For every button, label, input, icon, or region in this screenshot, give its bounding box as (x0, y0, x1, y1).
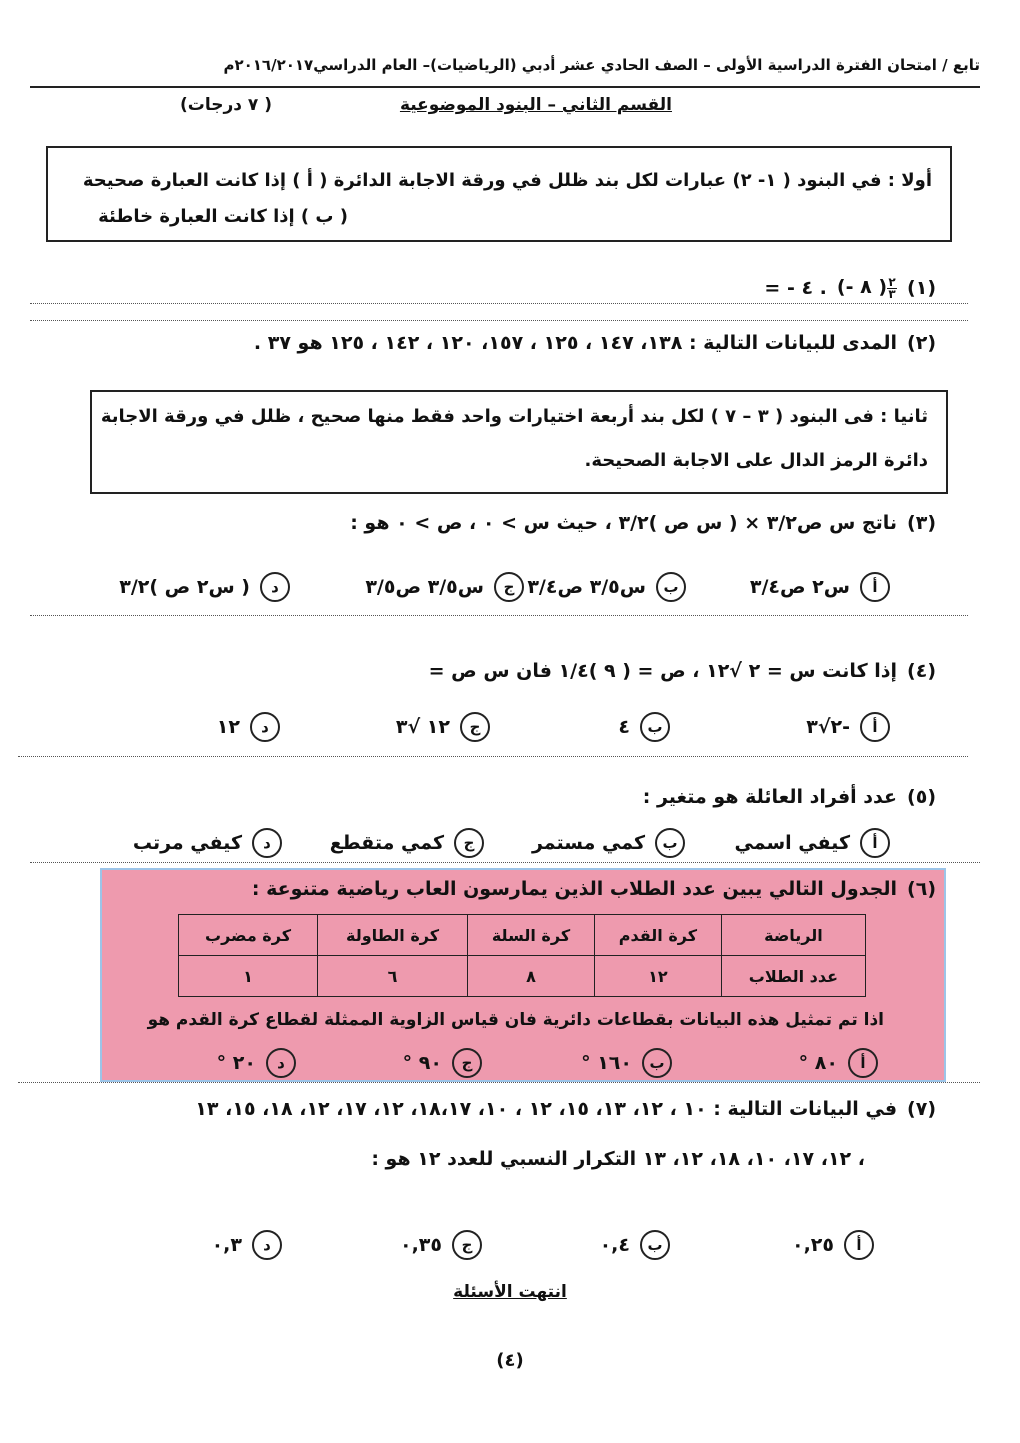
option-d[interactable] (212, 1230, 282, 1260)
option-b[interactable] (532, 828, 685, 858)
question-number: (٥) (907, 786, 936, 808)
option-a[interactable] (792, 1230, 874, 1260)
exp-numerator: ٢ (888, 274, 896, 289)
question-1-tail: = - ٤ . (764, 276, 827, 299)
option-text: كيفي اسمي (734, 832, 850, 854)
option-a[interactable] (806, 712, 890, 742)
option-text: ٤ (618, 716, 630, 738)
option-text: ٩٠ ° (402, 1052, 442, 1074)
option-letter-circle: أ (860, 712, 890, 742)
question-7 (195, 1098, 936, 1120)
divider (30, 862, 980, 863)
exponent-fraction (887, 274, 897, 301)
question-6 (252, 878, 936, 900)
option-letter-circle: ج (454, 828, 484, 858)
option-text: ٠,٣ (211, 1234, 242, 1256)
table-header: كرة مضرب (179, 915, 318, 956)
question-7-text-2: ، ١٢، ١٧، ١٠، ١٨، ١٢، ١٣ التكرار النسبي للعدد ١٢ هو : (371, 1148, 865, 1170)
option-c[interactable] (403, 1048, 482, 1078)
option-c[interactable] (400, 1230, 482, 1260)
table-header: كرة الطاولة (318, 915, 468, 956)
option-a[interactable] (799, 1048, 878, 1078)
question-3 (350, 512, 936, 534)
question-number: (٣) (907, 512, 936, 534)
option-letter-circle: أ (860, 572, 890, 602)
option-letter-circle: ج (452, 1048, 482, 1078)
base: (- ٨ ) (836, 276, 888, 298)
option-text: ٢٠ ° (216, 1052, 256, 1074)
table-cell: ١ (179, 956, 318, 997)
question-6-text-2: اذا تم تمثيل هذه البيانات بقطاعات دائرية فان قياس الزاوية الممثلة لقطاع كرة القدم هو (147, 1010, 884, 1030)
option-text: س٢ ص٣/٤ (749, 576, 850, 598)
end-label: انتهت الأسئلة (453, 1282, 567, 1302)
option-text: س٣/٥ ص٣/٥ (365, 576, 484, 598)
option-d[interactable] (119, 572, 290, 602)
option-letter-circle: ب (655, 828, 685, 858)
sports-table (178, 914, 866, 997)
option-text: ( س٢ ص )٣/٢ (119, 576, 250, 598)
question-text: ناتج س ص٣/٢ × ( س ص )٣/٢ ، حيث س > ٠ ، ص > ٠ هو : (350, 512, 898, 534)
exp-denominator: ٣ (888, 286, 896, 301)
option-letter-circle: ج (460, 712, 490, 742)
option-letter-circle: أ (844, 1230, 874, 1260)
option-text: س٣/٥ ص٣/٤ (527, 576, 646, 598)
option-d[interactable] (217, 712, 280, 742)
option-d[interactable] (217, 1048, 296, 1078)
option-letter-circle: ب (642, 1048, 672, 1078)
option-letter-circle: ج (494, 572, 524, 602)
instructions-2-line-2: دائرة الرمز الدال على الاجابة الصحيحة. (584, 450, 928, 471)
option-text: -٢√٣ (806, 716, 850, 738)
question-5 (643, 786, 936, 808)
divider (30, 615, 968, 616)
option-text: ٠,٢٥ (791, 1234, 834, 1256)
instructions-box-1 (46, 146, 952, 242)
question-1-expression (837, 276, 897, 300)
option-letter-circle: د (250, 712, 280, 742)
question-4 (429, 660, 936, 682)
question-text: المدى للبيانات التالية : ١٣٨، ١٤٧ ، ١٢٥ ، ١٥٧، ١٢٠ ، ١٤٢ ، ١٢٥ هو ٣٧ . (253, 332, 898, 354)
option-b[interactable] (600, 1230, 670, 1260)
divider (30, 303, 968, 304)
option-text: ١٦٠ ° (581, 1052, 632, 1074)
question-text: الجدول التالي يبين عدد الطلاب الذين يمارسون العاب رياضية متنوعة : (251, 878, 898, 900)
instructions-1-line-1: أولا : في البنود ( ١- ٢) عبارات لكل بند ظلل في ورقة الاجابة الدائرة ( أ ) إذا كانت العبارة صحيحة (82, 170, 932, 191)
option-letter-circle: أ (848, 1048, 878, 1078)
table-row (179, 956, 866, 997)
option-letter-circle: د (266, 1048, 296, 1078)
table-cell: ٦ (318, 956, 468, 997)
option-letter-circle: أ (860, 828, 890, 858)
option-a[interactable] (735, 828, 890, 858)
option-letter-circle: ب (656, 572, 686, 602)
option-letter-circle: د (260, 572, 290, 602)
table-cell: ٨ (468, 956, 595, 997)
end-of-questions (0, 1282, 1020, 1302)
option-text: كيفي مرتب (132, 832, 242, 854)
option-letter-circle: د (252, 1230, 282, 1260)
option-letter-circle: ج (452, 1230, 482, 1260)
divider (30, 320, 968, 321)
question-number: (٢) (907, 332, 936, 354)
option-b[interactable] (618, 712, 670, 742)
option-text: ١٢ (216, 716, 240, 738)
option-c[interactable] (396, 712, 490, 742)
option-letter-circle: ب (640, 712, 670, 742)
instructions-2-line-1: ثانيا : فى البنود ( ٣ – ٧ ) لكل بند أربعة اختيارات واحد فقط منها صحيح ، ظلل في ورقة الاجابة (100, 406, 928, 427)
option-text: ٠,٣٥ (399, 1234, 442, 1256)
table-header: الرياضة (721, 915, 865, 956)
question-number: (٧) (907, 1098, 936, 1120)
option-letter-circle: ب (640, 1230, 670, 1260)
table-header-row (179, 915, 866, 956)
table-header: كرة القدم (594, 915, 721, 956)
option-b[interactable] (527, 572, 686, 602)
option-text: ١٢ √٣ (395, 716, 450, 738)
question-number: (٤) (907, 660, 936, 682)
instructions-1-line-2: ( ب ) إذا كانت العبارة خاطئة (98, 206, 348, 227)
question-text: في البيانات التالية : ١٠ ، ١٢، ١٣، ١٥، ١٢ ، ١٠، ١٨،١٧، ١٢، ١٧، ١٢، ١٨، ١٥، ١٣ (195, 1098, 898, 1120)
question-text: عدد أفراد العائلة هو متغير : (642, 786, 898, 808)
option-text: كمي مستمر (531, 832, 645, 854)
option-a[interactable] (750, 572, 890, 602)
section-title: القسم الثاني – البنود الموضوعية (399, 95, 672, 115)
page-number: (٤) (496, 1350, 524, 1371)
table-cell: ١٢ (594, 956, 721, 997)
header-divider (30, 86, 980, 88)
divider (18, 1082, 980, 1083)
option-c[interactable] (365, 572, 524, 602)
question-1 (764, 276, 936, 300)
option-text: ٠,٤ (599, 1234, 630, 1256)
question-number: (١) (907, 276, 936, 299)
section-marks: ( ٧ درجات) (180, 95, 273, 115)
exam-header: تابع / امتحان الفترة الدراسية الأولى – الصف الحادي عشر أدبي (الرياضيات)– العام الدراسي٢٠١٦/٢٠١٧م (223, 56, 980, 74)
option-d[interactable] (133, 828, 282, 858)
instructions-box-2 (90, 390, 948, 494)
question-2 (254, 332, 936, 354)
option-c[interactable] (330, 828, 484, 858)
table-row-label: عدد الطلاب (721, 956, 865, 997)
table-header: كرة السلة (468, 915, 595, 956)
option-text: كمي متقطع (329, 832, 444, 854)
option-text: ٨٠ ° (798, 1052, 838, 1074)
question-text: إذا كانت س = ٢ √١٢ ، ص = ( ٩ )١/٤ فان س ص = (428, 660, 898, 682)
option-letter-circle: د (252, 828, 282, 858)
option-b[interactable] (581, 1048, 672, 1078)
question-number: (٦) (907, 878, 936, 900)
divider (18, 756, 968, 757)
